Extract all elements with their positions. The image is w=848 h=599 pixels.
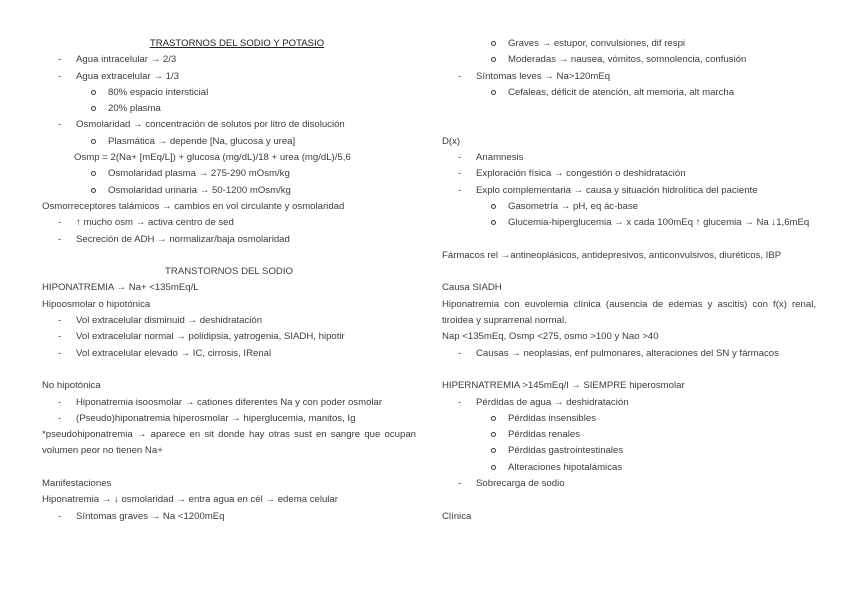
dash-list-item: - Agua extracelular → 1/3 [42,69,416,85]
text-line: Hipoosmolar o hipotónica [42,298,151,310]
bullet-list-item: 80% espacio intersticial [42,85,416,101]
dash-list-item: - Pérdidas de agua → deshidratación [442,395,816,411]
paragraph: *pseudohiponatremia → aparece en sit donde hay otras sust en sangre que ocupan volumen peor no tienen Na+ [42,429,416,457]
text-line: Osmorreceptores talámicos → cambios en vol circulante y osmolaridad [42,200,345,212]
dash-list-item: - Causas → neoplasias, enf pulmonares, alteraciones del SN y fármacos [442,346,816,362]
dash-list-item: - Vol extracelular elevado → IC, cirrosis, IRenal [42,346,416,362]
dash-list-item: - Síntomas graves → Na <1200mEq [42,509,416,525]
blank-line [442,117,816,133]
left-column [42,36,416,525]
dash-list-item: - Vol extracelular disminuid → deshidratación [42,313,416,329]
dash-list-item: - Hiponatremia isoosmolar → cationes diferentes Na y con poder osmolar [42,395,416,411]
text-line: No hipotónica [42,380,101,392]
blank-line [442,492,816,508]
text-line: Nap <135mEq, Osmp <275, osmo >100 y Nao >40 [442,331,659,343]
text-line: HIPONATREMIA → Na+ <135mEq/L [42,282,199,294]
bullet-list-item: Osmolaridad urinaria → 50-1200 mOsm/kg [42,183,416,199]
formula-line: Osmp = 2(Na+ [mEq/L]) + glucosa (mg/dL)/18 + urea (mg/dL)/5,6 [74,152,351,164]
text-line: Causa SIADH [442,282,502,294]
dash-list-item: - ↑ mucho osm → activa centro de sed [42,215,416,231]
section-heading: TRANSTORNOS DEL SODIO [165,266,293,278]
blank-line [42,460,416,476]
dash-list-item: - Síntomas leves → Na>120mEq [442,69,816,85]
bullet-list-item: Cefaleas, déficit de atención, alt memoria, alt marcha [442,85,816,101]
blank-line [442,232,816,248]
right-column [442,36,816,525]
bullet-list-item: Plasmática → depende [Na, glucosa y urea] [42,134,416,150]
dash-list-item: - Sobrecarga de sodio [442,476,816,492]
document-title: TRASTORNOS DEL SODIO Y POTASIO [149,38,325,49]
text-line: Hiponatremia → ↓ osmolaridad → entra agua en cél → edema celular [42,494,338,506]
dash-list-item: - Explo complementaria → causa y situación hidrolítica del paciente [442,183,816,199]
bullet-list-item: Gasometría → pH, eq ác-base [442,199,816,215]
bullet-list-item: Graves → estupor, convulsiones, dif respi [442,36,816,52]
bullet-list-item: Osmolaridad plasma → 275-290 mOsm/kg [42,166,416,182]
text-line: D(x) [442,135,461,147]
bullet-list-item: Pérdidas renales [442,427,816,443]
dash-list-item: - Anamnesis [442,150,816,166]
dash-list-item: - Vol extracelular normal → polidipsia, yatrogenia, SIADH, hipotir [42,329,416,345]
bullet-list-item: 20% plasma [42,101,416,117]
dash-list-item: - Secreción de ADH → normalizar/baja osmolaridad [42,232,416,248]
dash-list-item: - Exploración física → congestión o deshidratación [442,166,816,182]
dash-list-item: - Osmolaridad → concentración de solutos por litro de disolución [42,117,416,133]
paragraph: Fármacos rel →antineoplásicos, antidepresivos, anticonvulsivos, diuréticos, IBP [442,249,782,261]
text-line: HIPERNATREMIA >145mEq/l → SIEMPRE hiperosmolar [442,380,685,392]
text-line: Clínica [442,510,472,522]
text-line: Manifestaciones [42,478,112,490]
bullet-list-item: Pérdidas gastrointestinales [442,443,816,459]
bullet-list-item: Glucemia-hiperglucemia → x cada 100mEq ↑ glucemia → Na ↓1,6mEq [442,215,816,231]
dash-list-item: - Agua intracelular → 2/3 [42,52,416,68]
bullet-list-item: Moderadas → nausea, vómitos, somnolencia, confusión [442,52,816,68]
bullet-list-item: Pérdidas insensibles [442,411,816,427]
blank-line [42,362,416,378]
blank-line [442,264,816,280]
paragraph: Hiponatremia con euvolemia clínica (ausencia de edemas y ascitis) con f(x) renal, tiroidea y suprarrenal normal. [442,298,816,327]
bullet-list-item: Alteraciones hipotalámicas [442,460,816,476]
blank-line [442,101,816,117]
blank-line [42,248,416,264]
blank-line [442,362,816,378]
dash-list-item: - (Pseudo)hiponatremia hiperosmolar → hiperglucemia, manitos, Ig [42,411,416,427]
